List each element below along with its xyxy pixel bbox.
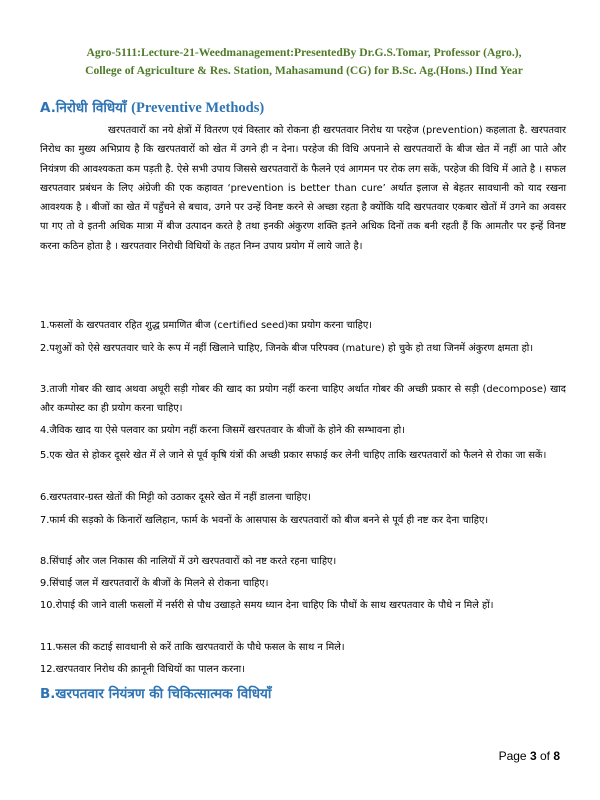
total-pages-number: 8 <box>553 749 560 763</box>
list-item-6: 6.खरपतवार-ग्रस्त खेतों की मिट्टी को उठाकर दूसरे खेत में नहीं डालना चाहिए। <box>40 492 311 503</box>
page-number-footer <box>499 749 560 763</box>
section-a-title-hindi: A.निरोधी विधियाँ <box>40 100 132 116</box>
header-line-2: College of Agriculture & Res. Station, Mahasamund (CG) for B.Sc. Ag.(Hons.) IInd Year <box>85 64 523 77</box>
section-a-heading <box>40 98 264 117</box>
list-item-12: 12.खरपतवार निरोध की क़ानूनी विधियों का पालन करना। <box>40 664 245 675</box>
list-item-11: 11.फसल की कटाई सावधानी से करें ताकि खरपतवारों के पौधे फसल के साथ न मिले। <box>40 642 345 653</box>
list-item-8: 8.सिंचाई और जल निकास की नालियों में उगे खरपतवारों को नष्ट करते रहना चाहिए। <box>40 556 337 567</box>
current-page-number: 3 <box>529 749 537 763</box>
of-label: of <box>536 749 554 763</box>
list-item-9: 9.सिंचाई जल में खरपतवारों के बीजों के मिलने से रोकना चाहिए। <box>40 578 269 589</box>
header-line-1: Agro-5111:Lecture-21-Weedmanagement:PresentedBy Dr.G.S.Tomar, Professor (Agro.), <box>86 46 522 59</box>
list-item-7: 7.फार्म की सड़को के किनारों खलिहान, फार्म के भवनों के आसपास के खरपतवारों को बीज बनने से पूर्व ही नष्ट कर देना चाहिए। <box>40 515 489 526</box>
document-header <box>40 44 568 80</box>
list-item-5: 5.एक खेत से होकर दूसरे खेत में ले जाने से पूर्व कृषि यंत्रों की अच्छी प्रकार सफाई कर लेनी चाहिए ताकि खरपतवारों को फैलने से रोका जा सकें। <box>40 450 547 461</box>
list-item-2: 2.पशुओं को ऐसे खरपतवार चारे के रूप में नहीं खिलाने चाहिए, जिनके बीज परिपक्व (mature) हो चुके हो तथा जिनमें अंकुरण क्षमता हो। <box>40 343 534 354</box>
list-item-3: 3.ताजी गोबर की खाद अथवा अधूरी सड़ी गोबर की खाद का प्रयोग नहीं करना चाहिए अर्थात गोबर की अच्छी प्रकार से सड़ी (decompose) खाद और कम्पोस्ट का ही प्रयोग करना चाहिए। <box>40 384 566 415</box>
list-item-4: 4.जैविक खाद या ऐसे पलवार का प्रयोग नहीं करना जिसमें खरपतवार के बीजों के होने की सम्भावना हो। <box>40 425 405 436</box>
page-label: Page <box>498 749 530 763</box>
list-item-10: 10.रोपाई की जाने वाली फसलों में नर्सरी से पौध उखाड़ते समय ध्यान देना चाहिए कि पौधों के साथ खरपतवार के पौधे न मिले हों। <box>40 600 494 611</box>
intro-paragraph: खरपतवारों का नये क्षेत्रों में वितरण एवं विस्तार को रोकना ही खरपतवार निरोध या परहेज (prevention) कहलाता है. खरपतवार निरोध का मुख्य अभिप्राय है कि खरपतवारों को खेत में उगने ही न देना। परहेज की विधि अपनाने से खरपतवारों के बीज खेत में नहीं आ पाते और नियंत्रण की आवश्यकता कम पड़ती है. ऐसे सभी उपाय जिससे खरपतवारों के फैलने एवं आगमन पर रोक लग सकें, परहेज की विधि में आते है । सफल खरपतवार प्रबंधन के लिए अंग्रेजी की एक कहावत ‘prevention is better than cure’ अर्थात इलाज से बेहतर सावधानी को याद रखना आवश्यक है । बीजों का खेत में पहुँचने से बचाव, उगने पर उन्हें विनष्ट करने से अच्छा रहता है क्योंकि यदि खरपतवार एकबार खेतों में उगने का अवसर पा गए तो वे इतनी अधिक मात्रा में बीज उत्पादन करते है तथा इनकी अंकुरण शक्ति इतने अधिक दिनों तक बनी रहती हैं कि आमतौर पर इन्हें विनष्ट करना कठिन होता है । खरपतवार निरोधी विधियों के तहत निम्न उपाय प्रयोग में लाये जाते है। <box>40 125 566 252</box>
list-item-1: 1.फसलों के खरपतवार रहित शुद्ध प्रमाणित बीज (certified seed)का प्रयोग करना चाहिए। <box>40 320 372 331</box>
section-a-title-english: (Preventive Methods) <box>131 100 265 116</box>
section-b-heading: B.खरपतवार नियंत्रण की चिकित्सात्मक विधियाँ <box>40 686 272 702</box>
